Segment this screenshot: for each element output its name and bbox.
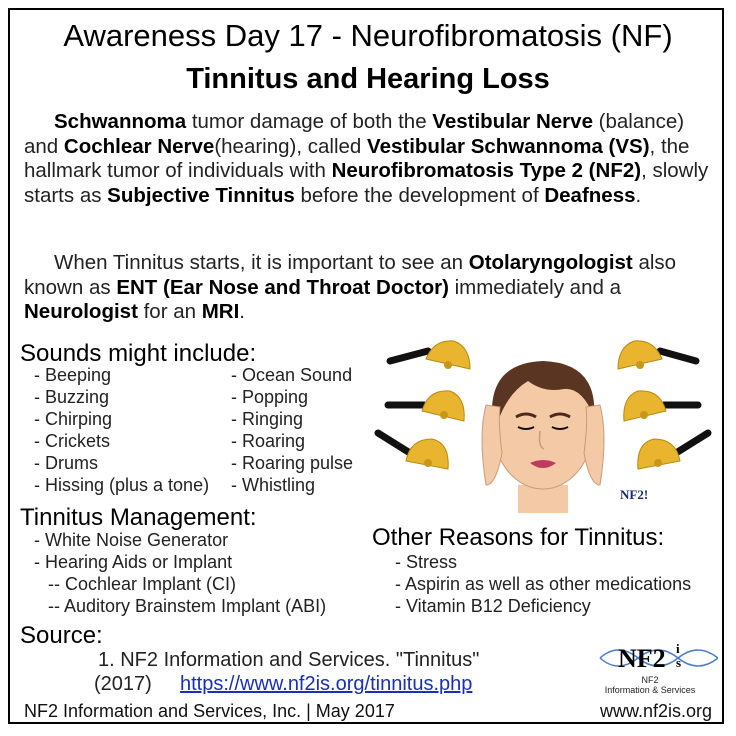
sound-item: - Roaring pulse: [231, 453, 354, 473]
head-icon: [482, 361, 604, 513]
tinnitus-illustration: [368, 335, 718, 513]
management-item: - White Noise Generator: [34, 530, 229, 550]
page-title: Awareness Day 17 - Neurofibromatosis (NF): [63, 18, 673, 53]
logo-sub1: NF2: [641, 675, 659, 685]
bell-icon: [618, 341, 696, 369]
logo-i: i: [676, 641, 680, 656]
sound-item: - Ringing: [231, 409, 304, 429]
footer-website[interactable]: www.nf2is.org: [599, 701, 712, 721]
page-subtitle: Tinnitus and Hearing Loss: [186, 63, 550, 95]
other-reasons-heading: Other Reasons for Tinnitus:: [372, 524, 665, 551]
other-reason-item: - Stress: [395, 552, 458, 572]
source-citation: 1. NF2 Information and Services. "Tinnitus": [98, 649, 480, 671]
sound-item: - Chirping: [34, 409, 113, 429]
management-item: -- Cochlear Implant (CI): [48, 574, 237, 594]
management-item: - Hearing Aids or Implant: [34, 552, 233, 572]
sound-item: - Roaring: [231, 431, 306, 451]
bell-icon: [638, 433, 708, 469]
sound-item: - Popping: [231, 387, 309, 407]
source-link[interactable]: https://www.nf2is.org/tinnitus.php: [180, 673, 473, 695]
other-reason-item: - Vitamin B12 Deficiency: [395, 596, 591, 616]
sound-item: - Hissing (plus a tone): [34, 475, 210, 495]
nf2-badge: NF2!: [620, 487, 649, 502]
sound-item: - Crickets: [34, 431, 110, 451]
nf2is-logo: [598, 640, 718, 696]
bell-icon: [378, 433, 448, 469]
bell-icon: [624, 391, 698, 421]
logo-s: s: [676, 655, 682, 670]
sound-item: - Whistling: [231, 475, 316, 495]
footer-left: NF2 Information and Services, Inc. | May 2017: [24, 701, 395, 721]
other-reason-item: - Aspirin as well as other medications: [395, 574, 692, 594]
source-year: (2017): [94, 673, 152, 695]
management-item: -- Auditory Brainstem Implant (ABI): [48, 596, 327, 616]
management-heading: Tinnitus Management:: [20, 504, 257, 531]
logo-sub2: Information & Services: [604, 685, 696, 695]
sound-item: - Beeping: [34, 365, 112, 385]
bell-icon: [388, 391, 464, 421]
paragraph-schwannoma: Schwannoma tumor damage of both the Vestibular Nerve (balance) and Cochlear Nerve(hearing), called Vestibular Schwannoma (VS), the hallmark tumor of individuals with Neurofibromatosis Type 2 (NF2), slowly starts as Subjective Tinnitus before the development of Deafness.: [24, 110, 709, 207]
sounds-heading: Sounds might include:: [20, 340, 257, 367]
sound-item: - Drums: [34, 453, 98, 473]
logo-main-text: NF2: [618, 644, 666, 673]
bell-icon: [390, 341, 470, 369]
paragraph-see-doctor: When Tinnitus starts, it is important to see an Otolaryngologist also known as ENT (Ear Nose and Throat Doctor) immediately and a Neurologist for an MRI.: [24, 251, 677, 323]
sound-item: - Buzzing: [34, 387, 110, 407]
source-heading: Source:: [20, 622, 103, 649]
sound-item: - Ocean Sound: [231, 365, 353, 385]
